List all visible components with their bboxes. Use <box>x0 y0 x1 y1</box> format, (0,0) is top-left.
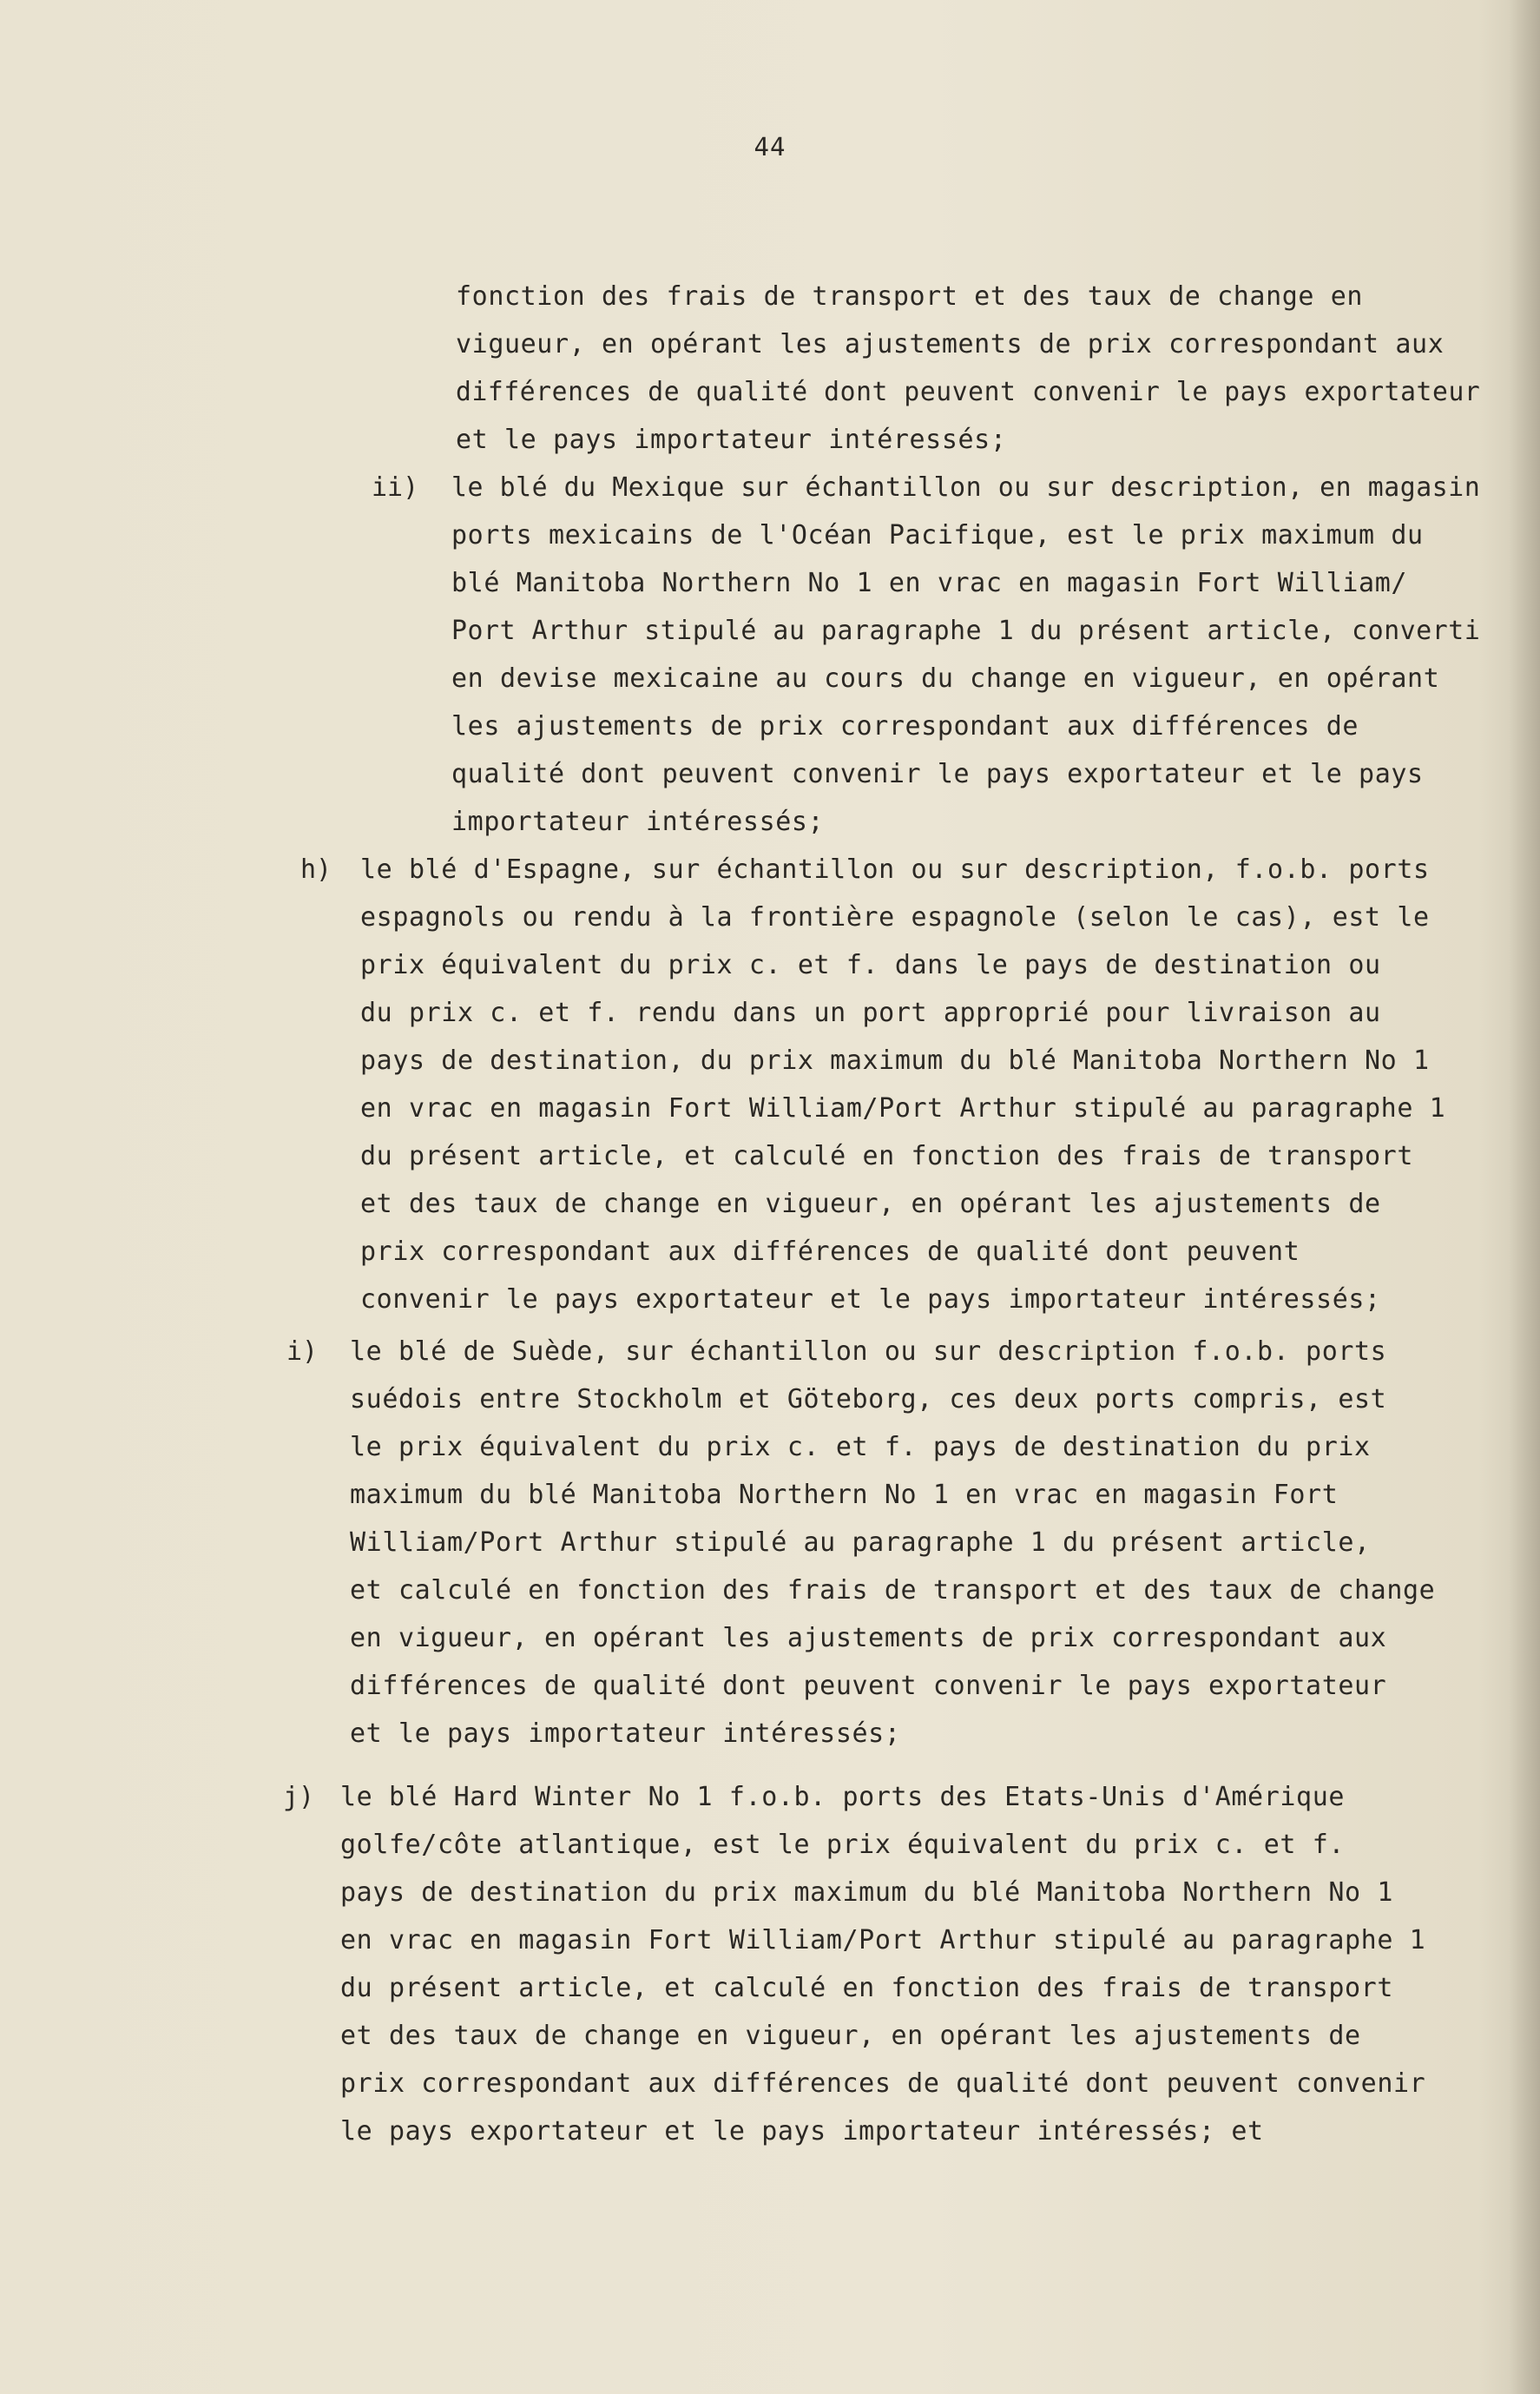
text-line: vigueur, en opérant les ajustements de prix correspondant aux <box>456 329 1445 359</box>
text-line: différences de qualité dont peuvent convenir le pays exportateur <box>350 1671 1387 1701</box>
item-ii <box>451 471 1480 853</box>
page-number: 44 <box>754 132 786 162</box>
text-line: importateur intéressés; <box>451 807 825 837</box>
text-line: le blé du Mexique sur échantillon ou sur description, en magasin <box>451 472 1481 503</box>
text-line: Port Arthur stipulé au paragraphe 1 du présent article, converti <box>451 616 1481 646</box>
text-line: suédois entre Stockholm et Göteborg, ces deux ports compris, est <box>350 1384 1387 1415</box>
text-line: fonction des frais de transport et des taux de change en <box>456 281 1364 312</box>
text-line: et des taux de change en vigueur, en opérant les ajustements de <box>360 1189 1381 1219</box>
text-line: en devise mexicaine au cours du change en vigueur, en opérant <box>451 663 1440 694</box>
text-line: et des taux de change en vigueur, en opérant les ajustements de <box>340 2021 1361 2051</box>
text-line: en vrac en magasin Fort William/Port Arthur stipulé au paragraphe 1 <box>340 1925 1426 1955</box>
text-line: du présent article, et calculé en fonction des frais de transport <box>340 1973 1393 2003</box>
text-line: en vrac en magasin Fort William/Port Arthur stipulé au paragraphe 1 <box>360 1093 1446 1124</box>
text-line: golfe/côte atlantique, est le prix équivalent du prix c. et f. <box>340 1830 1346 1860</box>
item-marker-j: j) <box>283 1782 315 1812</box>
item-marker-ii: ii) <box>372 472 419 503</box>
text-line: blé Manitoba Northern No 1 en vrac en magasin Fort William/ <box>451 568 1408 598</box>
page-edge-shadow <box>1509 0 1540 2394</box>
text-line: ports mexicains de l'Océan Pacifique, est le prix maximum du <box>451 520 1424 551</box>
item-marker-h: h) <box>300 854 332 885</box>
text-line: et le pays importateur intéressés; <box>456 425 1007 455</box>
text-line: le prix équivalent du prix c. et f. pays de destination du prix <box>350 1432 1371 1462</box>
text-line: et calculé en fonction des frais de transport et des taux de change <box>350 1575 1436 1606</box>
item-i <box>350 1335 1478 1764</box>
item-h <box>360 853 1480 1330</box>
text-line: prix correspondant aux différences de qualité dont peuvent convenir <box>340 2068 1426 2099</box>
text-line: du présent article, et calculé en fonction des frais de transport <box>360 1141 1413 1171</box>
text-line: qualité dont peuvent convenir le pays exportateur et le pays <box>451 759 1424 789</box>
item-marker-i: i) <box>286 1336 319 1367</box>
paragraph-continuation <box>456 280 1480 471</box>
text-line: pays de destination, du prix maximum du blé Manitoba Northern No 1 <box>360 1045 1430 1076</box>
text-line: différences de qualité dont peuvent convenir le pays exportateur <box>456 377 1481 407</box>
text-line: espagnols ou rendu à la frontière espagnole (selon le cas), est le <box>360 902 1430 933</box>
text-line: prix correspondant aux différences de qualité dont peuvent <box>360 1237 1300 1267</box>
text-line: le pays exportateur et le pays importateur intéressés; et <box>340 2116 1264 2147</box>
text-line: du prix c. et f. rendu dans un port approprié pour livraison au <box>360 998 1381 1028</box>
text-line: en vigueur, en opérant les ajustements de prix correspondant aux <box>350 1623 1387 1653</box>
text-line: prix équivalent du prix c. et f. dans le pays de destination ou <box>360 950 1381 980</box>
text-line: le blé de Suède, sur échantillon ou sur description f.o.b. ports <box>350 1336 1387 1367</box>
text-line: le blé Hard Winter No 1 f.o.b. ports des Etats-Unis d'Amérique <box>340 1782 1346 1812</box>
text-line: les ajustements de prix correspondant aux différences de <box>451 711 1359 742</box>
text-line: maximum du blé Manitoba Northern No 1 en vrac en magasin Fort <box>350 1480 1339 1510</box>
text-line: William/Port Arthur stipulé au paragraphe 1 du présent article, <box>350 1527 1371 1558</box>
text-line: pays de destination du prix maximum du blé Manitoba Northern No 1 <box>340 1877 1393 1908</box>
text-line: et le pays importateur intéressés; <box>350 1718 901 1749</box>
text-line: convenir le pays exportateur et le pays importateur intéressés; <box>360 1284 1381 1315</box>
text-line: le blé d'Espagne, sur échantillon ou sur description, f.o.b. ports <box>360 854 1430 885</box>
item-j <box>340 1780 1477 2162</box>
